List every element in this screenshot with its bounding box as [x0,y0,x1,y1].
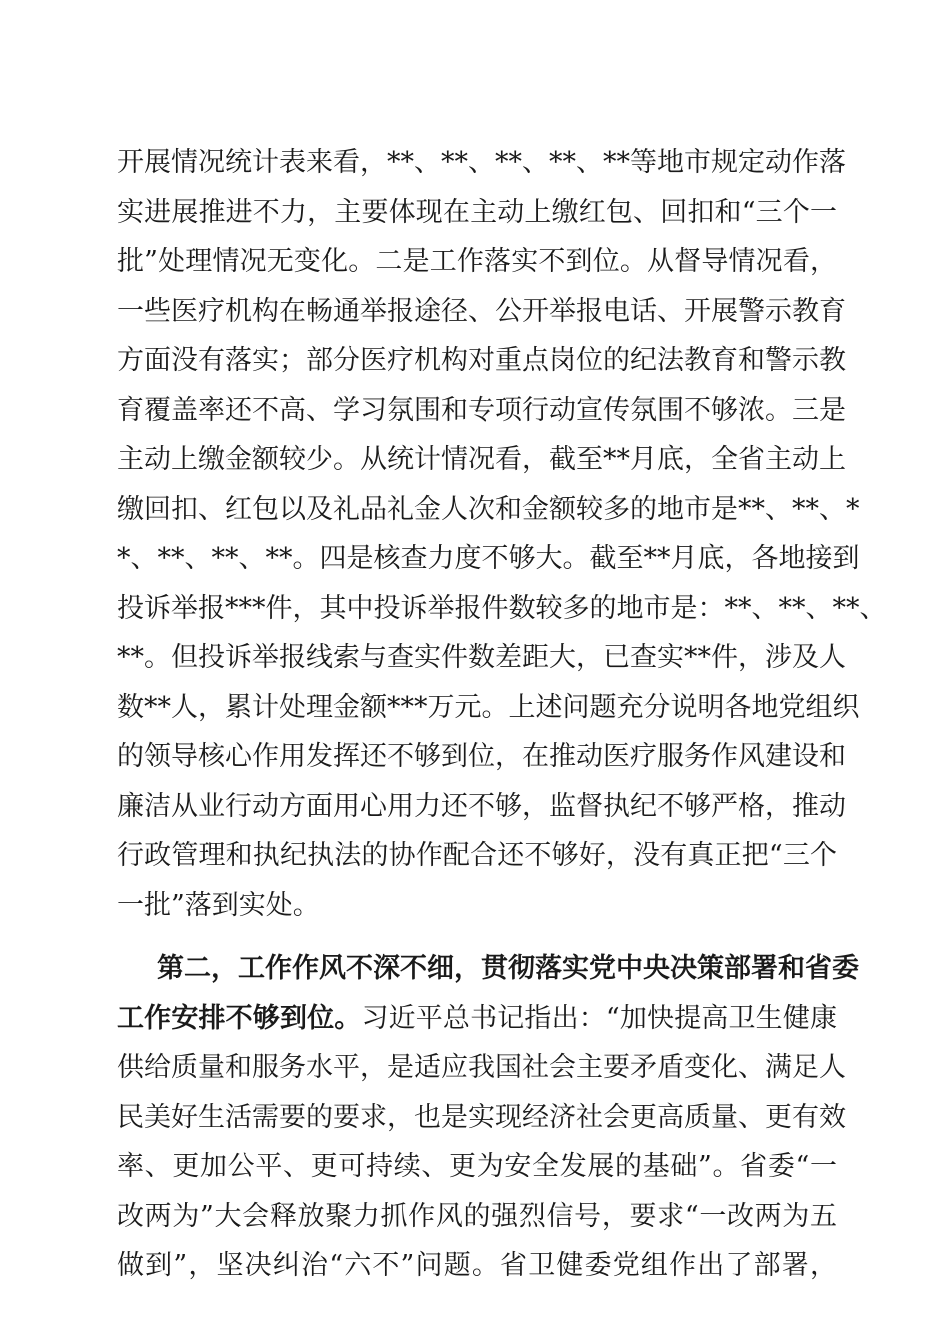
quote-intro: 习近平总书记指出：“加快提高卫生健康 [361,1002,837,1034]
paragraph-1 [117,138,887,930]
text-line: 主动上缴金额较少。从统计情况看，截至**月底，全省主动上 [117,444,846,475]
text-line: 廉洁从业行动方面用心用力还不够，监督执纪不够严格，推动 [117,790,846,822]
text-line: 供给质量和服务水平，是适应我国社会主要矛盾变化、满足人 [117,1052,846,1083]
text-line: 缴回扣、红包以及礼品礼金人次和金额较多的地市是**、**、* [117,493,860,525]
text-line: 批”处理情况无变化。二是工作落实不到位。从督导情况看， [117,246,837,277]
text-line: 民美好生活需要的要求，也是实现经济社会更高质量、更有效 [117,1101,846,1133]
text-line: 投诉举报***件，其中投诉举报件数较多的地市是：**、**、**、 [117,592,887,624]
section-heading-line: 第二，工作作风不深不细，贯彻落实党中央决策部署和省委 [157,953,859,984]
paragraph-2 [117,944,859,1291]
text-line: 一些医疗机构在畅通举报途径、公开举报电话、开展警示教育 [117,295,846,327]
text-line: 一批”落到实处。 [117,889,320,921]
document-body [117,138,887,1291]
text-line: 开展情况统计表来看，**、**、**、**、**等地市规定动作落 [117,147,846,178]
section-heading-tail: 工作安排不够到位。 [117,1002,362,1034]
text-line: 行政管理和执纪执法的协作配合还不够好，没有真正把“三个 [117,840,837,871]
text-line: 实进展推进不力，主要体现在主动上缴红包、回扣和“三个一 [117,196,837,228]
text-line: **。但投诉举报线索与查实件数差距大，已查实**件，涉及人 [117,642,846,673]
text-line: 改两为”大会释放聚力抓作风的强烈信号，要求“一改两为五 [117,1200,837,1232]
text-line: 数**人，累计处理金额***万元。上述问题充分说明各地党组织 [117,691,860,723]
text-line: 方面没有落实；部分医疗机构对重点岗位的纪法教育和警示教 [117,345,846,376]
text-line-mixed [117,994,837,1044]
text-line: *、**、**、**。四是核查力度不够大。截至**月底，各地接到 [117,543,860,574]
text-line: 做到”，坚决纠治“六不”问题。省卫健委党组作出了部署， [117,1250,837,1281]
text-line: 的领导核心作用发挥还不够到位，在推动医疗服务作风建设和 [117,741,846,772]
paragraph-spacer [117,930,837,944]
text-line: 率、更加公平、更可持续、更为安全发展的基础”。省委“一 [117,1151,837,1182]
text-line: 育覆盖率还不高、学习氛围和专项行动宣传氛围不够浓。三是 [117,394,846,426]
